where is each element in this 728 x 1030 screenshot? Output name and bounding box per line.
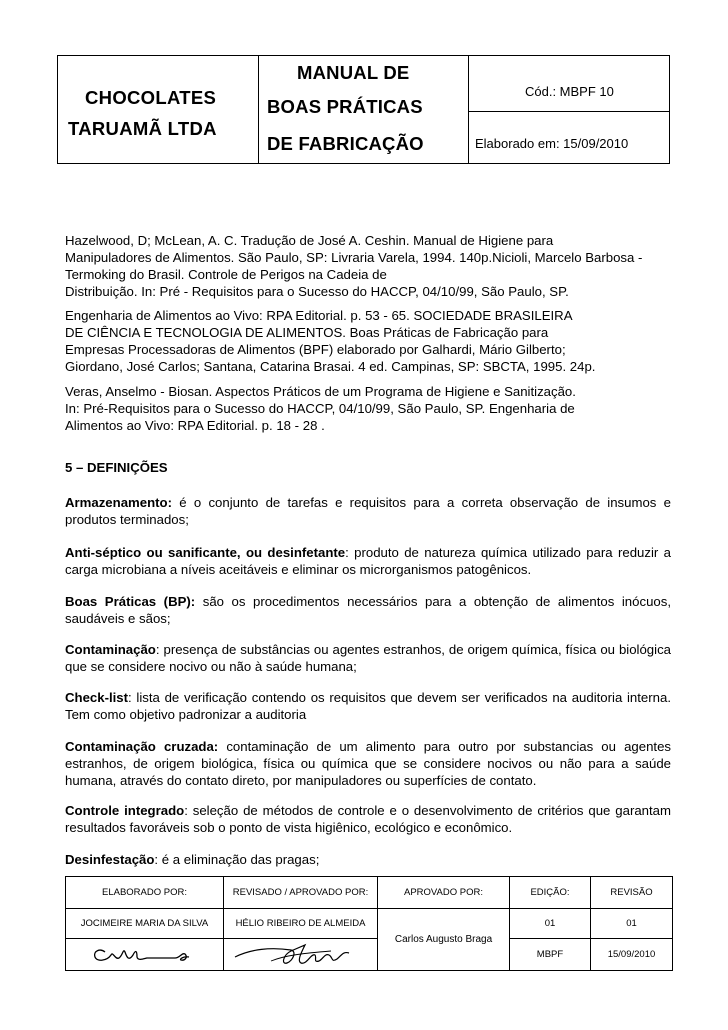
reference-line: Alimentos ao Vivo: RPA Editorial. p. 18 - 28 . (65, 418, 325, 433)
reference-line: Termoking do Brasil. Controle de Perigos na Cadeia de (65, 267, 387, 282)
document-header (57, 55, 670, 164)
definition-item (65, 641, 671, 675)
reference-line: Veras, Anselmo - Biosan. Aspectos Práticos de um Programa de Higiene e Sanitização. (65, 384, 576, 399)
manual-title-line3: DE FABRICAÇÃO (267, 133, 424, 154)
reference-line: In: Pré-Requisitos para o Sucesso do HACCP, 04/10/99, São Paulo, SP. Engenharia de (65, 401, 575, 416)
reference-line: Engenharia de Alimentos ao Vivo: RPA Editorial. p. 53 - 65. SOCIEDADE BRASILEIRA (65, 308, 573, 323)
definition-item (65, 689, 671, 723)
company-name-line1: CHOCOLATES (85, 87, 217, 108)
revisado-name: HÉLIO RIBEIRO DE ALMEIDA (224, 909, 378, 939)
definition-text: : presença de substâncias ou agentes estranhos, de origem química, física ou biológica que se considere nocivo ou não à saúde humana; (65, 642, 671, 674)
reference-line: Hazelwood, D; McLean, A. C. Tradução de José A. Ceshin. Manual de Higiene para (65, 233, 554, 248)
definition-term: Contaminação cruzada: (65, 739, 219, 754)
revisao-value: 01 (591, 909, 673, 939)
definition-item (65, 738, 671, 789)
definition-text: é o conjunto de tarefas e requisitos para a correta observação de insumos e produtos terminados; (65, 495, 671, 527)
reference-block-3 (65, 383, 671, 434)
reference-line: Distribuição. In: Pré - Requisitos para o Sucesso do HACCP, 04/10/99, São Paulo, SP. (65, 284, 569, 299)
definition-term: Contaminação (65, 642, 156, 657)
definition-text: : lista de verificação contendo os requisitos que devem ser verificados na auditoria interna. Tem como objetivo padronizar a auditoria (65, 690, 671, 722)
definition-item (65, 494, 671, 528)
aprovado-header: APROVADO POR: (378, 877, 510, 909)
definition-term: Armazenamento: (65, 495, 172, 510)
revisao-header: REVISÃO (591, 877, 673, 909)
definition-item (65, 544, 671, 578)
elaborado-signature (66, 939, 224, 971)
company-name-line2: TARUAMÃ LTDA (68, 118, 217, 139)
definition-text: : seleção de métodos de controle e o desenvolvimento de critérios que garantam resultados favoráveis sob o ponto de vista higiênico, ecológico e econômico. (65, 803, 671, 835)
edicao-value: 01 (510, 909, 591, 939)
definition-text: são os procedimentos necessários para a obtenção de alimentos inócuos, saudáveis e sãos; (65, 594, 671, 626)
elaboration-date: Elaborado em: 15/09/2010 (475, 136, 629, 151)
manual-title-line2: BOAS PRÁTICAS (267, 96, 423, 117)
definition-term: Anti-séptico ou sanificante, ou desinfetante (65, 545, 346, 560)
elaborado-header: ELABORADO POR: (66, 877, 224, 909)
definition-text: : é a eliminação das pragas; (154, 852, 320, 867)
document-info-cell (468, 56, 669, 163)
definition-item (65, 593, 671, 627)
reference-line: Giordano, José Carlos; Santana, Catarina Brasai. 4 ed. Campinas, SP: SBCTA, 1995. 24p. (65, 359, 596, 374)
aprovado-name: Carlos Augusto Braga (378, 909, 510, 971)
definition-item (65, 851, 671, 868)
doc-code-value: MBPF (510, 939, 591, 971)
date-value: 15/09/2010 (591, 939, 673, 971)
definition-text: contaminação de um alimento para outro por substancias ou agentes estranhos, de origem biológica, física ou química que se considere nocivos ou não para a saúde humana, através do contato direto, por manipuladores ou superfícies de contato. (65, 739, 671, 788)
reference-line: Empresas Processadoras de Alimentos (BPF) elaborado por Galhardi, Mário Gilberto; (65, 342, 566, 357)
reference-block-2 (65, 307, 671, 375)
elaborado-name: JOCIMEIRE MARIA DA SILVA (66, 909, 224, 939)
approval-table (65, 876, 673, 971)
signature-jocimeire (85, 943, 205, 967)
signature-helio (231, 941, 371, 969)
revisado-signature (224, 939, 378, 971)
definition-term: Boas Práticas (BP): (65, 594, 196, 609)
edicao-header: EDIÇÃO: (510, 877, 591, 909)
definition-term: Controle integrado (65, 803, 185, 818)
manual-title-cell (258, 56, 469, 163)
document-code: Cód.: MBPF 10 (525, 84, 614, 99)
reference-block-1 (65, 232, 671, 300)
reference-line: DE CIÊNCIA E TECNOLOGIA DE ALIMENTOS. Boas Práticas de Fabricação para (65, 325, 549, 340)
section-title: 5 – DEFINIÇÕES (65, 460, 168, 475)
definition-term: Desinfestação (65, 852, 155, 867)
definition-text: : produto de natureza química utilizado para reduzir a carga microbiana a níveis aceitáveis e eliminar os microrganismos patogênicos. (65, 545, 671, 577)
code-row (468, 56, 669, 112)
revisado-header: REVISADO / APROVADO POR: (224, 877, 378, 909)
reference-line: Manipuladores de Alimentos. São Paulo, SP: Livraria Varela, 1994. 140p.Nicioli, Marcelo Barbosa - (65, 250, 643, 265)
manual-title-line1: MANUAL DE (297, 62, 410, 83)
definition-term: Check-list (65, 690, 129, 705)
company-cell (58, 56, 259, 163)
definition-item (65, 802, 671, 836)
